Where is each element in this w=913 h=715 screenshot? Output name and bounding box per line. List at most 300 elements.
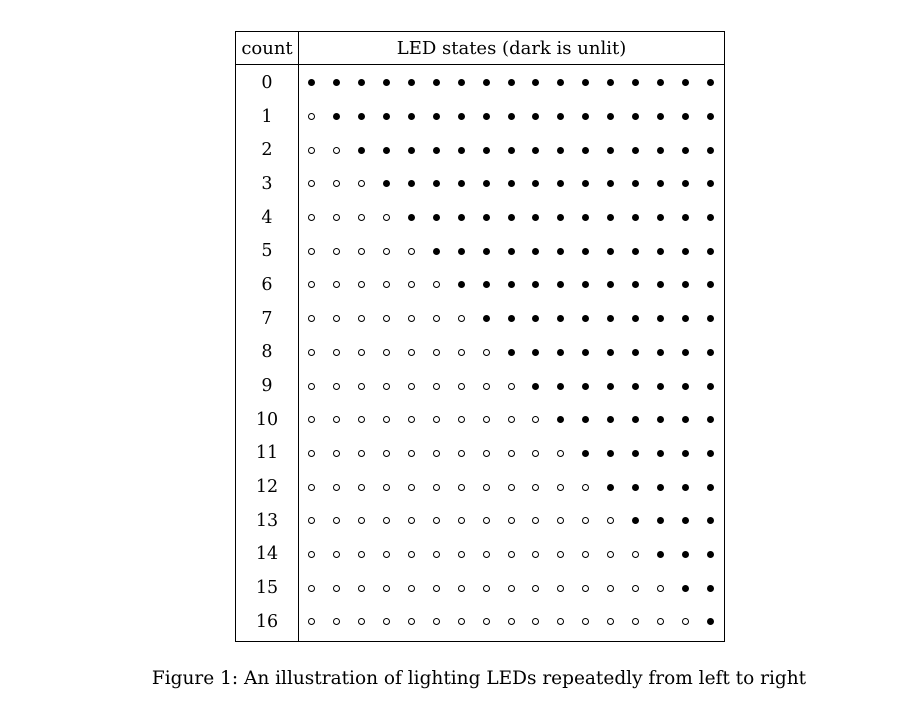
led-states-cell [299,605,725,641]
lit-led-icon [632,618,639,625]
unlit-led-icon [657,383,664,390]
unlit-led-icon [508,214,515,221]
lit-led-icon [383,618,390,625]
unlit-led-icon [458,79,465,86]
led-states-cell [299,234,725,268]
unlit-led-icon [707,450,714,457]
lit-led-icon [408,618,415,625]
led-states-cell [299,571,725,605]
unlit-led-icon [607,248,614,255]
unlit-led-icon [557,416,564,423]
unlit-led-icon [532,214,539,221]
unlit-led-icon [632,484,639,491]
led-row [299,416,724,423]
unlit-led-icon [483,248,490,255]
lit-led-icon [483,551,490,558]
lit-led-icon [433,315,440,322]
unlit-led-icon [632,383,639,390]
unlit-led-icon [607,450,614,457]
count-cell: 7 [236,302,299,336]
lit-led-icon [333,281,340,288]
unlit-led-icon [632,517,639,524]
led-states-column-header: LED states (dark is unlit) [299,32,725,65]
unlit-led-icon [557,383,564,390]
lit-led-icon [308,450,315,457]
lit-led-icon [483,416,490,423]
unlit-led-icon [532,147,539,154]
unlit-led-icon [657,349,664,356]
lit-led-icon [408,383,415,390]
unlit-led-icon [433,79,440,86]
lit-led-icon [308,484,315,491]
lit-led-icon [433,484,440,491]
led-row [299,450,724,457]
unlit-led-icon [557,349,564,356]
unlit-led-icon [582,315,589,322]
unlit-led-icon [657,281,664,288]
lit-led-icon [408,248,415,255]
unlit-led-icon [682,416,689,423]
unlit-led-icon [483,315,490,322]
unlit-led-icon [532,349,539,356]
count-cell: 3 [236,167,299,201]
count-cell: 0 [236,65,299,100]
unlit-led-icon [458,147,465,154]
lit-led-icon [582,484,589,491]
lit-led-icon [557,484,564,491]
unlit-led-icon [707,281,714,288]
table-row [236,538,725,572]
unlit-led-icon [682,180,689,187]
unlit-led-icon [607,315,614,322]
unlit-led-icon [557,281,564,288]
lit-led-icon [333,214,340,221]
unlit-led-icon [632,147,639,154]
lit-led-icon [358,416,365,423]
unlit-led-icon [333,113,340,120]
lit-led-icon [582,585,589,592]
lit-led-icon [433,383,440,390]
unlit-led-icon [408,147,415,154]
unlit-led-icon [483,214,490,221]
table-row [236,605,725,641]
lit-led-icon [532,618,539,625]
lit-led-icon [508,484,515,491]
unlit-led-icon [557,79,564,86]
lit-led-icon [308,315,315,322]
lit-led-icon [308,618,315,625]
table-row [236,403,725,437]
led-states-cell [299,369,725,403]
lit-led-icon [433,281,440,288]
count-cell: 9 [236,369,299,403]
lit-led-icon [333,248,340,255]
unlit-led-icon [483,281,490,288]
unlit-led-icon [582,349,589,356]
unlit-led-icon [408,79,415,86]
lit-led-icon [508,416,515,423]
unlit-led-icon [458,180,465,187]
lit-led-icon [557,585,564,592]
count-cell: 13 [236,504,299,538]
lit-led-icon [632,551,639,558]
unlit-led-icon [433,147,440,154]
lit-led-icon [333,383,340,390]
unlit-led-icon [682,315,689,322]
unlit-led-icon [632,79,639,86]
count-cell: 4 [236,201,299,235]
lit-led-icon [358,450,365,457]
unlit-led-icon [383,113,390,120]
led-states-cell [299,403,725,437]
lit-led-icon [308,383,315,390]
count-cell: 10 [236,403,299,437]
unlit-led-icon [682,450,689,457]
lit-led-icon [532,517,539,524]
unlit-led-icon [333,79,340,86]
led-states-cell [299,538,725,572]
unlit-led-icon [632,349,639,356]
unlit-led-icon [483,113,490,120]
unlit-led-icon [508,315,515,322]
unlit-led-icon [607,349,614,356]
unlit-led-icon [632,281,639,288]
unlit-led-icon [458,214,465,221]
lit-led-icon [408,450,415,457]
lit-led-icon [458,618,465,625]
count-cell: 16 [236,605,299,641]
unlit-led-icon [657,214,664,221]
unlit-led-icon [682,113,689,120]
lit-led-icon [358,383,365,390]
unlit-led-icon [707,349,714,356]
unlit-led-icon [508,349,515,356]
lit-led-icon [408,281,415,288]
unlit-led-icon [557,113,564,120]
lit-led-icon [358,349,365,356]
led-states-cell [299,133,725,167]
unlit-led-icon [557,180,564,187]
lit-led-icon [508,383,515,390]
unlit-led-icon [707,618,714,625]
unlit-led-icon [657,450,664,457]
figure-caption: Figure 1: An illustration of lighting LEDs repeatedly from left to right [151,668,807,689]
led-row [299,180,724,187]
lit-led-icon [383,315,390,322]
unlit-led-icon [682,281,689,288]
unlit-led-icon [557,315,564,322]
lit-led-icon [433,618,440,625]
unlit-led-icon [532,113,539,120]
unlit-led-icon [707,315,714,322]
led-row [299,79,724,86]
table-row [236,369,725,403]
led-row [299,214,724,221]
unlit-led-icon [657,248,664,255]
unlit-led-icon [682,214,689,221]
count-cell: 12 [236,470,299,504]
lit-led-icon [308,349,315,356]
lit-led-icon [308,585,315,592]
lit-led-icon [408,315,415,322]
lit-led-icon [333,618,340,625]
lit-led-icon [383,214,390,221]
lit-led-icon [508,618,515,625]
lit-led-icon [582,517,589,524]
led-states-cell [299,201,725,235]
unlit-led-icon [657,180,664,187]
unlit-led-icon [682,484,689,491]
unlit-led-icon [632,113,639,120]
lit-led-icon [433,585,440,592]
lit-led-icon [582,551,589,558]
lit-led-icon [408,484,415,491]
lit-led-icon [508,517,515,524]
lit-led-icon [532,450,539,457]
lit-led-icon [308,180,315,187]
unlit-led-icon [632,450,639,457]
count-cell: 6 [236,268,299,302]
lit-led-icon [333,349,340,356]
led-states-cell [299,100,725,134]
unlit-led-icon [707,484,714,491]
lit-led-icon [333,147,340,154]
unlit-led-icon [358,147,365,154]
unlit-led-icon [508,79,515,86]
lit-led-icon [657,618,664,625]
led-row [299,248,724,255]
count-cell: 1 [236,100,299,134]
lit-led-icon [483,349,490,356]
unlit-led-icon [607,281,614,288]
unlit-led-icon [607,383,614,390]
unlit-led-icon [433,113,440,120]
lit-led-icon [333,585,340,592]
lit-led-icon [408,349,415,356]
unlit-led-icon [657,113,664,120]
table-row [236,470,725,504]
unlit-led-icon [408,113,415,120]
lit-led-icon [308,517,315,524]
lit-led-icon [333,551,340,558]
lit-led-icon [557,618,564,625]
lit-led-icon [358,484,365,491]
unlit-led-icon [632,416,639,423]
lit-led-icon [383,248,390,255]
lit-led-icon [358,517,365,524]
lit-led-icon [358,618,365,625]
unlit-led-icon [607,147,614,154]
lit-led-icon [333,517,340,524]
lit-led-icon [458,484,465,491]
led-row [299,315,724,322]
lit-led-icon [333,315,340,322]
lit-led-icon [308,248,315,255]
lit-led-icon [458,315,465,322]
lit-led-icon [308,416,315,423]
unlit-led-icon [532,79,539,86]
count-cell: 14 [236,538,299,572]
count-cell: 2 [236,133,299,167]
table-row [236,437,725,471]
led-row [299,517,724,524]
unlit-led-icon [308,79,315,86]
led-states-cell [299,470,725,504]
unlit-led-icon [582,113,589,120]
lit-led-icon [383,484,390,491]
lit-led-icon [433,349,440,356]
unlit-led-icon [458,281,465,288]
unlit-led-icon [682,517,689,524]
unlit-led-icon [408,214,415,221]
unlit-led-icon [632,180,639,187]
unlit-led-icon [582,214,589,221]
led-state-table [235,31,725,642]
unlit-led-icon [383,147,390,154]
lit-led-icon [383,551,390,558]
unlit-led-icon [408,180,415,187]
unlit-led-icon [607,416,614,423]
count-cell: 11 [236,437,299,471]
lit-led-icon [358,248,365,255]
led-row [299,551,724,558]
lit-led-icon [333,416,340,423]
unlit-led-icon [582,79,589,86]
unlit-led-icon [557,147,564,154]
lit-led-icon [508,450,515,457]
unlit-led-icon [458,248,465,255]
unlit-led-icon [632,214,639,221]
unlit-led-icon [582,383,589,390]
lit-led-icon [532,416,539,423]
lit-led-icon [433,551,440,558]
unlit-led-icon [607,180,614,187]
lit-led-icon [433,450,440,457]
table-row [236,100,725,134]
lit-led-icon [632,585,639,592]
unlit-led-icon [657,79,664,86]
lit-led-icon [333,450,340,457]
lit-led-icon [458,551,465,558]
table-row [236,201,725,235]
unlit-led-icon [707,551,714,558]
lit-led-icon [532,585,539,592]
lit-led-icon [483,484,490,491]
led-row [299,113,724,120]
unlit-led-icon [433,180,440,187]
lit-led-icon [383,517,390,524]
lit-led-icon [557,551,564,558]
lit-led-icon [333,180,340,187]
lit-led-icon [333,484,340,491]
unlit-led-icon [707,147,714,154]
lit-led-icon [358,214,365,221]
unlit-led-icon [383,79,390,86]
unlit-led-icon [582,248,589,255]
lit-led-icon [383,383,390,390]
lit-led-icon [532,551,539,558]
led-states-cell [299,437,725,471]
table-row [236,133,725,167]
lit-led-icon [483,383,490,390]
unlit-led-icon [682,585,689,592]
lit-led-icon [582,618,589,625]
unlit-led-icon [433,248,440,255]
unlit-led-icon [358,113,365,120]
led-states-cell [299,302,725,336]
lit-led-icon [607,517,614,524]
lit-led-icon [508,551,515,558]
lit-led-icon [383,349,390,356]
unlit-led-icon [707,79,714,86]
led-row [299,349,724,356]
unlit-led-icon [582,147,589,154]
unlit-led-icon [483,147,490,154]
lit-led-icon [383,281,390,288]
led-states-cell [299,167,725,201]
unlit-led-icon [508,113,515,120]
unlit-led-icon [707,585,714,592]
lit-led-icon [308,113,315,120]
table-row [236,302,725,336]
lit-led-icon [383,450,390,457]
lit-led-icon [308,551,315,558]
lit-led-icon [532,484,539,491]
lit-led-icon [458,383,465,390]
unlit-led-icon [682,551,689,558]
unlit-led-icon [508,281,515,288]
unlit-led-icon [657,315,664,322]
unlit-led-icon [607,79,614,86]
table-row [236,167,725,201]
unlit-led-icon [582,416,589,423]
lit-led-icon [458,517,465,524]
unlit-led-icon [657,551,664,558]
unlit-led-icon [508,180,515,187]
lit-led-icon [433,416,440,423]
count-column-header: count [236,32,299,65]
lit-led-icon [308,147,315,154]
table-row [236,234,725,268]
lit-led-icon [458,450,465,457]
lit-led-icon [308,281,315,288]
lit-led-icon [408,551,415,558]
unlit-led-icon [483,79,490,86]
unlit-led-icon [657,147,664,154]
lit-led-icon [458,585,465,592]
unlit-led-icon [707,214,714,221]
led-row [299,484,724,491]
count-cell: 15 [236,571,299,605]
table-row [236,504,725,538]
unlit-led-icon [532,383,539,390]
unlit-led-icon [707,248,714,255]
unlit-led-icon [632,248,639,255]
unlit-led-icon [707,180,714,187]
led-states-cell [299,504,725,538]
lit-led-icon [557,517,564,524]
unlit-led-icon [607,214,614,221]
lit-led-icon [458,416,465,423]
table-header-row [236,32,725,65]
unlit-led-icon [582,450,589,457]
unlit-led-icon [358,79,365,86]
lit-led-icon [408,416,415,423]
led-row [299,281,724,288]
lit-led-icon [483,618,490,625]
led-row [299,585,724,592]
count-cell: 5 [236,234,299,268]
